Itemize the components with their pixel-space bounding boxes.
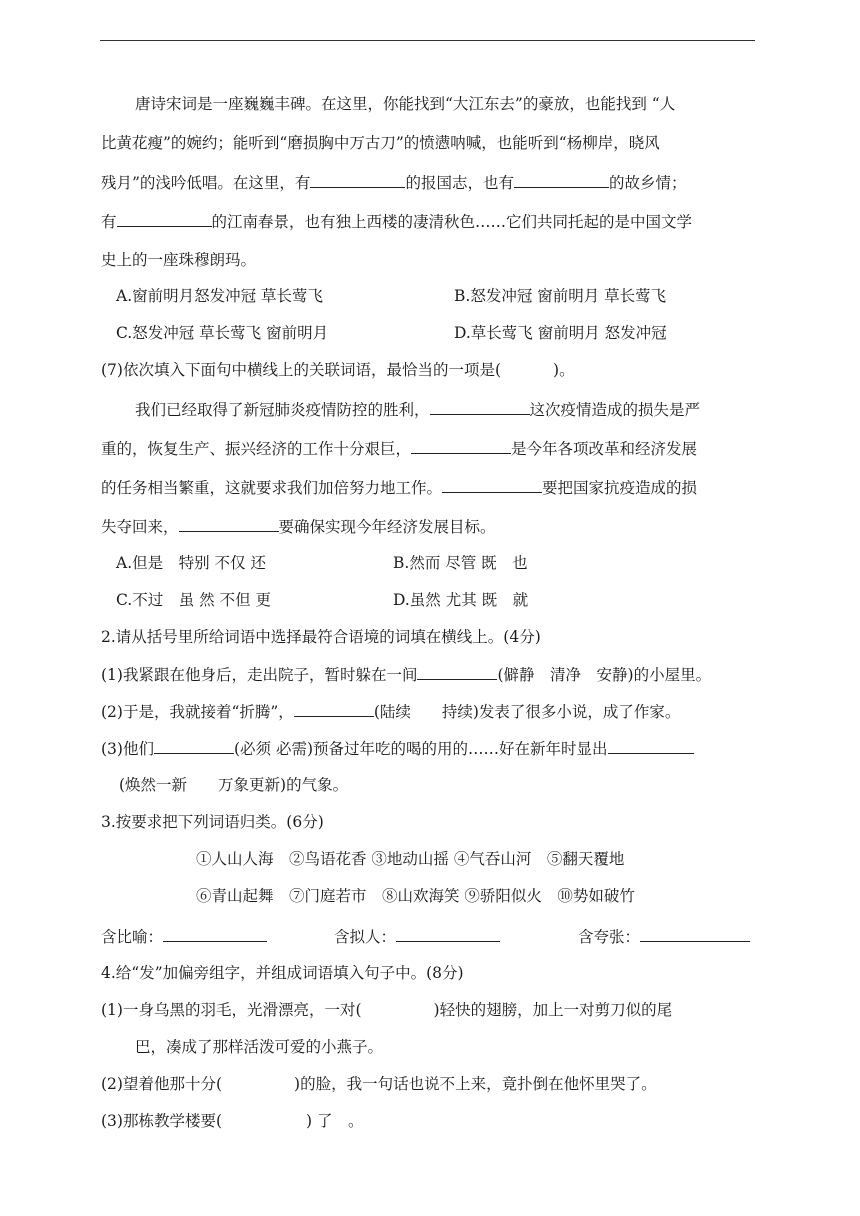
q7-option-d[interactable]: D.虽然 尤其 既 就 bbox=[393, 591, 529, 609]
answer-blank[interactable] bbox=[411, 438, 511, 454]
option-a[interactable]: A.窗前明月怒发冲冠 草长莺飞 bbox=[116, 287, 324, 305]
q4-sentence-2: (2)望着他那十分( )的脸，我一句话也说不上来，竟扑倒在他怀里哭了。 bbox=[101, 1075, 657, 1093]
answer-blank[interactable] bbox=[442, 477, 542, 493]
answer-blank[interactable] bbox=[417, 664, 497, 680]
q7-passage-line-1: 我们已经取得了新冠肺炎疫情防控的胜利， 这次疫情造成的损失是严 bbox=[135, 401, 701, 419]
question-2-title: 2.请从括号里所给词语中选择最符合语境的词填在横线上。(4分) bbox=[101, 628, 541, 646]
passage-line-1: 唐诗宋词是一座巍巍丰碑。在这里，你能找到“大江东去”的豪放，也能找到 “人 bbox=[135, 95, 676, 113]
answer-blank[interactable] bbox=[396, 926, 500, 942]
question-4-title: 4.给“发”加偏旁组字，并组成词语填入句子中。(8分) bbox=[101, 964, 464, 982]
passage-line-4: 有 的江南春景，也有独上西楼的凄清秋色……它们共同托起的是中国文学 bbox=[101, 213, 693, 231]
answer-blank[interactable] bbox=[294, 701, 374, 717]
passage-line-2: 比黄花瘦”的婉约；能听到“磨损胸中万古刀”的愤懑呐喊，也能听到“杨柳岸，晓风 bbox=[101, 134, 660, 152]
category-hyperbole: 含夸张： bbox=[578, 926, 750, 947]
category-personification: 含拟人： bbox=[334, 926, 500, 947]
answer-blank[interactable] bbox=[430, 399, 530, 415]
answer-blank[interactable] bbox=[117, 211, 212, 227]
q4-sentence-1: (1)一身乌黑的羽毛，光滑漂亮，一对( )轻快的翅膀，加上一对剪刀似的尾 bbox=[101, 1001, 673, 1019]
word-list-row-2: ⑥青山起舞 ⑦门庭若市 ⑧山欢海笑 ⑨骄阳似火 ⑩势如破竹 bbox=[196, 887, 635, 905]
passage-line-5: 史上的一座珠穆朗玛。 bbox=[101, 251, 257, 269]
q7-option-c[interactable]: C.不过 虽 然 不但 更 bbox=[116, 591, 272, 609]
answer-blank[interactable] bbox=[514, 172, 609, 188]
passage-line-3: 残月”的浅吟低唱。在这里，有 的报国志，也有 的故乡情； bbox=[101, 174, 687, 192]
q2-sentence-3-cont: (焕然一新 万象更新)的气象。 bbox=[119, 776, 349, 794]
header-rule bbox=[100, 40, 755, 41]
answer-blank[interactable] bbox=[608, 738, 694, 754]
option-b[interactable]: B.怒发冲冠 窗前明月 草长莺飞 bbox=[454, 287, 667, 305]
q7-option-b[interactable]: B.然而 尽管 既 也 bbox=[393, 554, 528, 572]
answer-blank[interactable] bbox=[640, 926, 750, 942]
q2-sentence-3: (3)他们 (必须 必需)预备过年吃的喝的用的……好在新年时显出 bbox=[101, 738, 694, 759]
answer-blank[interactable] bbox=[163, 926, 267, 942]
q7-passage-line-4: 失夺回来， 要确保实现今年经济发展目标。 bbox=[101, 518, 496, 536]
option-d[interactable]: D.草长莺飞 窗前明月 怒发冲冠 bbox=[454, 324, 667, 342]
answer-blank[interactable] bbox=[154, 738, 234, 754]
question-3-title: 3.按要求把下列词语归类。(6分) bbox=[101, 813, 324, 831]
option-c[interactable]: C.怒发冲冠 草长莺飞 窗前明月 bbox=[116, 324, 329, 342]
answer-blank[interactable] bbox=[310, 172, 405, 188]
q7-passage-line-2: 重的，恢复生产、振兴经济的工作十分艰巨， 是今年各项改革和经济发展 bbox=[101, 440, 698, 458]
q7-option-a[interactable]: A.但是 特别 不仅 还 bbox=[116, 554, 266, 572]
q2-sentence-2: (2)于是，我就接着“折腾”， (陆续 持续)发表了很多小说，成了作家。 bbox=[101, 703, 681, 721]
question-7-stem: (7)依次填入下面句中横线上的关联词语，最恰当的一项是( )。 bbox=[101, 361, 575, 379]
answer-blank[interactable] bbox=[179, 516, 279, 532]
q4-sentence-1-cont: 巴，凑成了那样活泼可爱的小燕子。 bbox=[135, 1038, 384, 1056]
word-list-row-1: ①人山人海 ②鸟语花香 ③地动山摇 ④气吞山河 ⑤翻天覆地 bbox=[196, 850, 625, 868]
q2-sentence-1: (1)我紧跟在他身后，走出院子，暂时躲在一间 (僻静 清净 安静)的小屋里。 bbox=[101, 666, 712, 684]
q4-sentence-3: (3)那栋教学楼要( ) 了 。 bbox=[101, 1112, 364, 1130]
category-metaphor: 含比喻： bbox=[101, 926, 267, 947]
q7-passage-line-3: 的任务相当繁重，这就要求我们加倍努力地工作。 要把国家抗疫造成的损 bbox=[101, 479, 698, 497]
